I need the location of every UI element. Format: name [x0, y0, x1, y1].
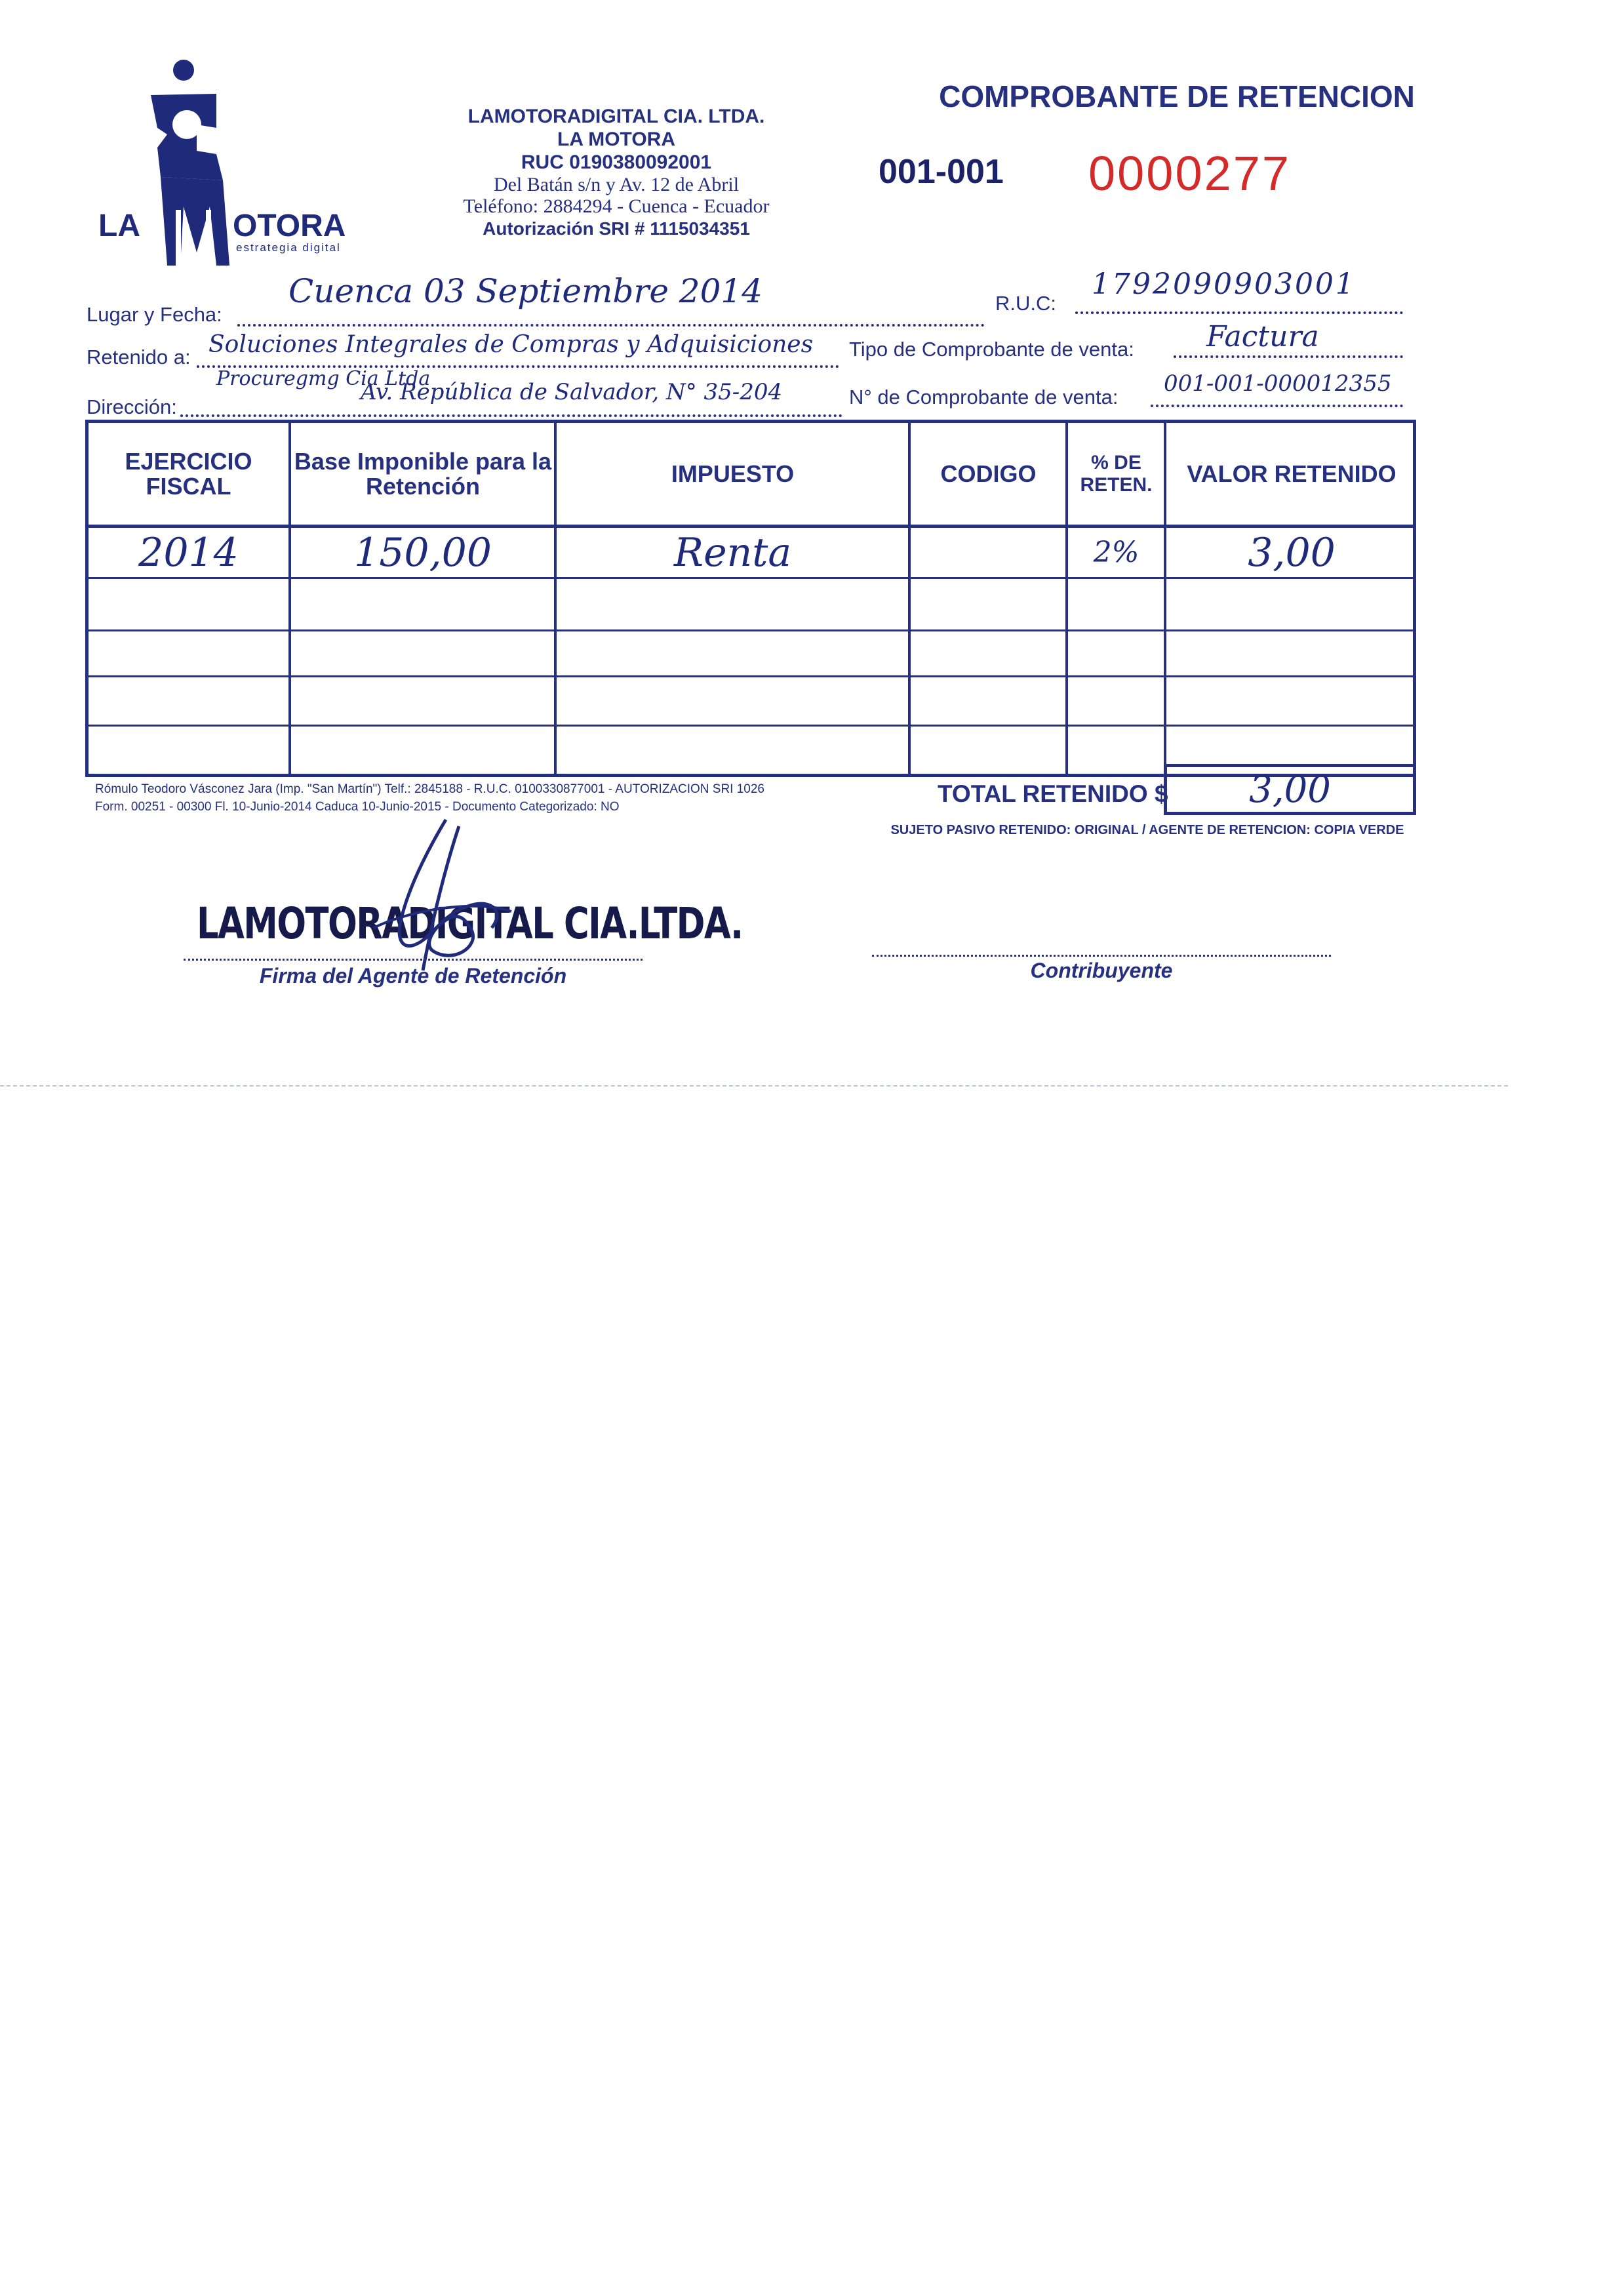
row-divider	[89, 725, 1413, 727]
cell-tax: Renta	[673, 529, 792, 576]
voucher-type-label: Tipo de Comprobante de venta:	[849, 338, 1134, 361]
header-tax: IMPUESTO	[671, 460, 795, 487]
place-date-line	[237, 308, 985, 327]
cell-taxable-base: 150,00	[354, 529, 492, 576]
header-retained-value: VALOR RETENIDO	[1187, 460, 1396, 487]
voucher-type-value: Factura	[1206, 320, 1319, 353]
signature-label-taxpayer: Contribuyente	[1030, 959, 1173, 982]
company-info	[420, 105, 813, 240]
document-series: 001-001	[879, 153, 1004, 191]
copy-note: SUJETO PASIVO RETENIDO: ORIGINAL / AGENTE DE RETENCION: COPIA VERDE	[890, 823, 1404, 837]
voucher-number-label: N° de Comprobante de venta:	[849, 386, 1119, 409]
printer-line-2: Form. 00251 - 00300 Fl. 10-Junio-2014 Caduca 10-Junio-2015 - Documento Categorizado: NO	[95, 800, 620, 814]
handwritten-signature	[275, 813, 616, 984]
place-date-label: Lugar y Fecha:	[87, 303, 222, 326]
retained-value-2: Procuregmg Cia Ltda	[216, 367, 431, 390]
cell-code	[911, 528, 1065, 577]
document-title: COMPROBANTE DE RETENCION	[939, 79, 1415, 113]
cell-retained-value: 3,00	[1248, 529, 1336, 576]
header-fiscal-year: EJERCICIO FISCAL	[125, 447, 252, 500]
column-divider	[554, 423, 557, 774]
column-divider	[1164, 423, 1166, 774]
document-number: 0000277	[1088, 146, 1292, 201]
page-cut-line	[0, 1085, 1508, 1087]
column-divider	[908, 423, 911, 774]
printer-info	[95, 780, 915, 816]
cell-retention-percent: 2%	[1093, 536, 1139, 569]
retained-label: Retenido a:	[87, 346, 191, 369]
company-phone: Teléfono: 2884294 - Cuenca - Ecuador	[463, 195, 770, 217]
logo-tagline: estrategia digital	[236, 241, 341, 254]
voucher-number-value: 001-001-000012355	[1164, 370, 1392, 397]
company-address: Del Batán s/n y Av. 12 de Abril	[493, 174, 740, 195]
row-divider	[89, 577, 1413, 579]
cell-fiscal-year: 2014	[138, 529, 239, 576]
ruc-value: 1792090903001	[1092, 268, 1356, 301]
place-date-value: Cuenca 03 Septiembre 2014	[288, 272, 763, 310]
ruc-label: R.U.C:	[995, 292, 1056, 315]
signature-line-agent	[184, 959, 643, 961]
header-retention-percent: % DE RETEN.	[1080, 451, 1153, 496]
company-stamp: LAMOTORADIGITAL CIA.LTDA.	[197, 898, 743, 949]
retention-table	[85, 420, 1416, 777]
printer-line-1: Rómulo Teodoro Vásconez Jara (Imp. "San Martín") Telf.: 2845188 - R.U.C. 0100330877001 - AUTORIZACION SRI 1026	[95, 782, 764, 796]
column-divider	[1065, 423, 1068, 774]
company-ruc: RUC 0190380092001	[521, 151, 712, 173]
total-label: TOTAL RETENIDO $	[938, 780, 1168, 807]
row-divider	[89, 629, 1413, 631]
header-code: CODIGO	[940, 460, 1037, 487]
logo-brand-left: LA	[98, 209, 140, 243]
logo-brand-right: OTORA	[233, 209, 346, 243]
address-value: Av. República de Salvador, N° 35-204	[361, 379, 783, 405]
address-label: Dirección:	[87, 395, 177, 418]
row-divider	[89, 675, 1413, 677]
company-authorization: Autorización SRI # 1115034351	[483, 218, 750, 239]
company-name: LAMOTORADIGITAL CIA. LTDA.	[467, 106, 765, 127]
column-divider	[288, 423, 291, 774]
signature-label-agent: Firma del Agente de Retención	[259, 964, 567, 988]
company-logo	[98, 56, 374, 272]
total-value: 3,00	[1164, 764, 1416, 815]
company-trade-name: LA MOTORA	[557, 129, 675, 150]
retained-value: Soluciones Integrales de Compras y Adquisiciones	[208, 331, 814, 358]
signature-line-taxpayer	[872, 955, 1331, 957]
header-taxable-base: Base Imponible para la Retención	[294, 447, 552, 500]
